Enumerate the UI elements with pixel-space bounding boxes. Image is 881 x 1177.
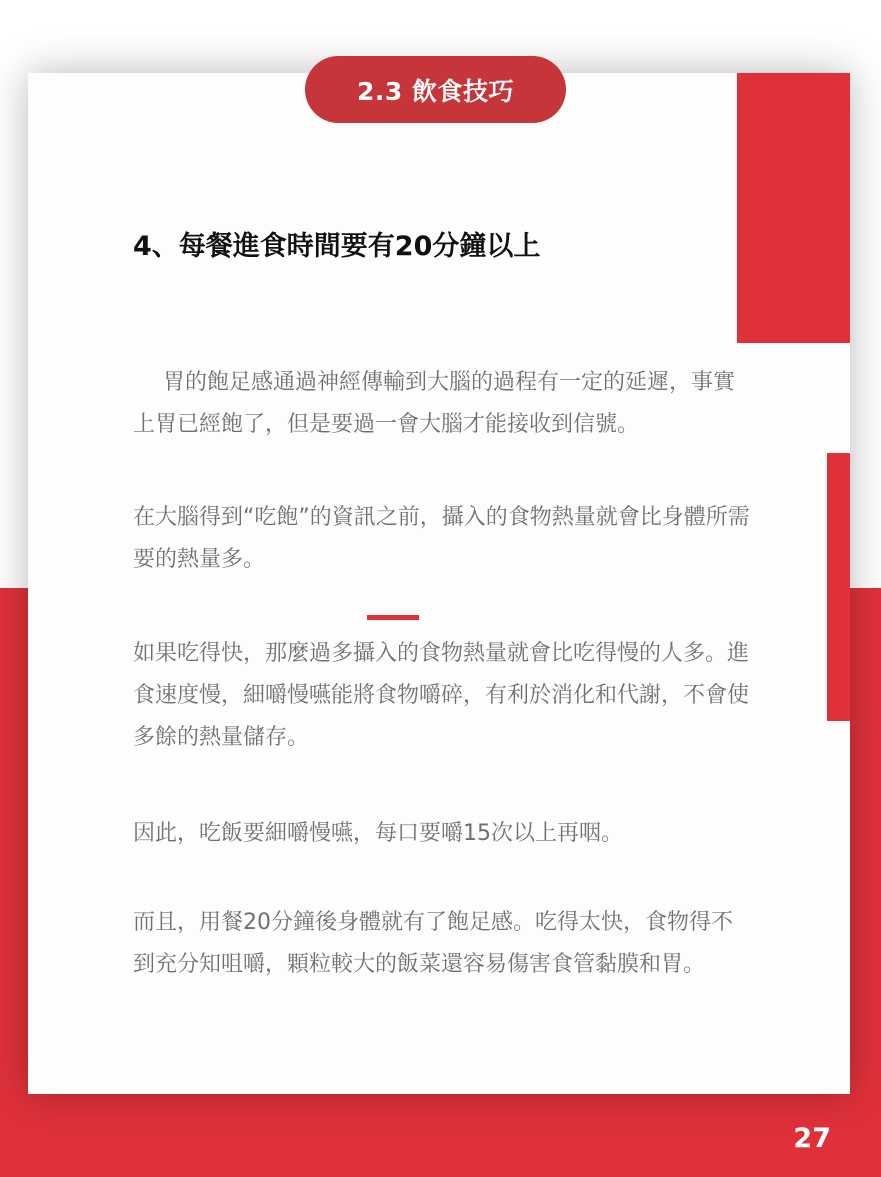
section-divider bbox=[367, 615, 419, 620]
page-number: 27 bbox=[793, 1123, 831, 1154]
article-heading: 4、每餐進食時間要有20分鐘以上 bbox=[133, 231, 541, 262]
paragraph-3: 如果吃得快，那麼過多攝入的食物熱量就會比吃得慢的人多。進食速度慢，細嚼慢嚥能將食物嚼碎，有利於消化和代謝，不會使多餘的熱量儲存。 bbox=[133, 641, 750, 750]
red-accent-block-top bbox=[737, 73, 850, 343]
paragraph-1: 胃的飽足感通過神經傳輸到大腦的過程有一定的延遲，事實上胃已經飽了，但是要過一會大腦才能接收到信號。 bbox=[133, 370, 736, 437]
paragraph-2: 在大腦得到“吃飽”的資訊之前，攝入的食物熱量就會比身體所需要的熱量多。 bbox=[133, 505, 750, 572]
paragraph-4: 因此，吃飯要細嚼慢嚥，每口要嚼15次以上再咽。 bbox=[133, 821, 623, 846]
paragraph-5: 而且，用餐20分鐘後身體就有了飽足感。吃得太快，食物得不到充分知咀嚼，顆粒較大的飯菜還容易傷害食管黏膜和胃。 bbox=[133, 910, 733, 977]
red-accent-block-side bbox=[827, 453, 850, 721]
section-title-label: 2.3 飲食技巧 bbox=[357, 76, 514, 106]
section-title-pill bbox=[305, 56, 566, 123]
